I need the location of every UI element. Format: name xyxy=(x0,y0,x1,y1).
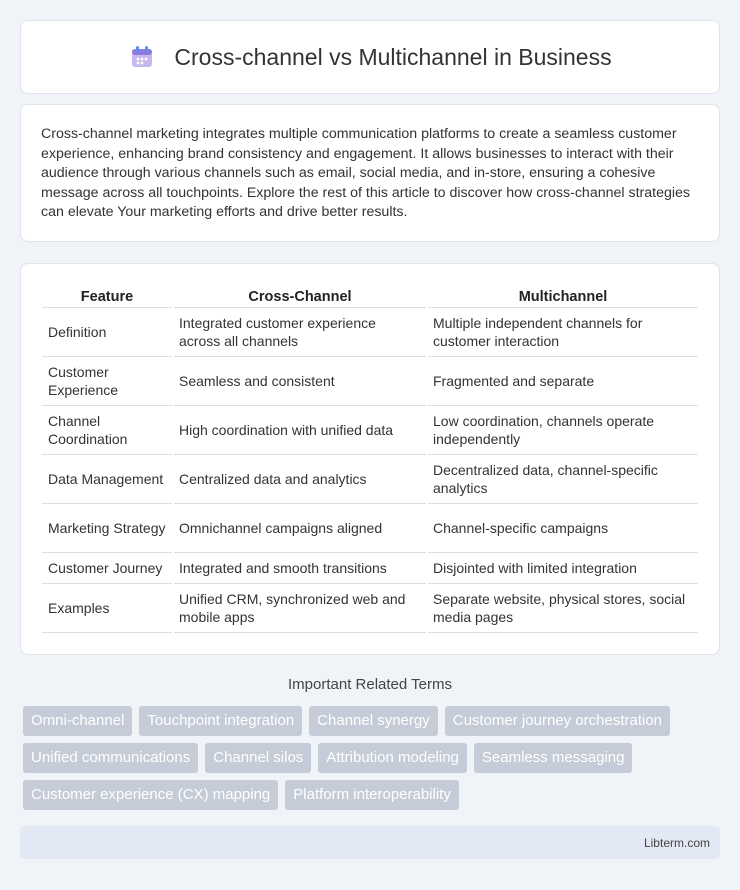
comparison-table xyxy=(42,286,698,633)
table-row xyxy=(42,455,698,504)
cross-channel-cell: Centralized data and analytics xyxy=(173,455,427,504)
related-tag[interactable]: Customer journey orchestration xyxy=(445,706,670,736)
table-row xyxy=(42,308,698,357)
multichannel-cell: Separate website, physical stores, social media pages xyxy=(427,584,698,633)
header-cross-channel: Cross-Channel xyxy=(173,286,427,308)
table-row xyxy=(42,504,698,553)
related-tag[interactable]: Touchpoint integration xyxy=(139,706,302,736)
feature-cell: Definition xyxy=(42,308,173,357)
table-card xyxy=(20,263,720,655)
cross-channel-cell: Integrated customer experience across all channels xyxy=(173,308,427,357)
related-tag[interactable]: Attribution modeling xyxy=(318,743,467,773)
table-row xyxy=(42,357,698,406)
related-tag[interactable]: Platform interoperability xyxy=(285,780,459,810)
related-tag[interactable]: Omni-channel xyxy=(23,706,132,736)
multichannel-cell: Decentralized data, channel-specific analytics xyxy=(427,455,698,504)
related-tag[interactable]: Customer experience (CX) mapping xyxy=(23,780,278,810)
intro-card xyxy=(20,104,720,242)
table-row xyxy=(42,406,698,455)
feature-cell: Customer Experience xyxy=(42,357,173,406)
cross-channel-cell: High coordination with unified data xyxy=(173,406,427,455)
related-tag[interactable]: Unified communications xyxy=(23,743,198,773)
cross-channel-cell: Integrated and smooth transitions xyxy=(173,553,427,584)
table-row xyxy=(42,584,698,633)
table-row xyxy=(42,553,698,584)
related-tags xyxy=(20,706,720,810)
multichannel-cell: Disjointed with limited integration xyxy=(427,553,698,584)
multichannel-cell: Multiple independent channels for customer interaction xyxy=(427,308,698,357)
related-tag[interactable]: Channel synergy xyxy=(309,706,438,736)
calendar-icon xyxy=(128,43,156,71)
feature-cell: Examples xyxy=(42,584,173,633)
feature-cell: Channel Coordination xyxy=(42,406,173,455)
footer xyxy=(20,826,720,859)
header-feature: Feature xyxy=(42,286,173,308)
page-title: Cross-channel vs Multichannel in Business xyxy=(174,43,612,70)
table-header-row xyxy=(42,286,698,308)
cross-channel-cell: Omnichannel campaigns aligned xyxy=(173,504,427,553)
multichannel-cell: Low coordination, channels operate independently xyxy=(427,406,698,455)
header-card xyxy=(20,20,720,94)
cross-channel-cell: Seamless and consistent xyxy=(173,357,427,406)
related-terms-title: Important Related Terms xyxy=(288,676,452,693)
multichannel-cell: Fragmented and separate xyxy=(427,357,698,406)
related-tag[interactable]: Seamless messaging xyxy=(474,743,633,773)
header-multichannel: Multichannel xyxy=(427,286,698,308)
multichannel-cell: Channel-specific campaigns xyxy=(427,504,698,553)
feature-cell: Marketing Strategy xyxy=(42,504,173,553)
intro-paragraph: Cross-channel marketing integrates multiple communication platforms to create a seamless customer experience, enhancing brand consistency and engagement. It allows businesses to interact with their audience through various channels such as email, social media, and in-store, ensuring a cohesive message across all touchpoints. Explore the rest of this article to discover how cross-channel strategies can elevate Your marketing efforts and drive better results. xyxy=(41,126,690,221)
cross-channel-cell: Unified CRM, synchronized web and mobile apps xyxy=(173,584,427,633)
title-wrap xyxy=(128,43,611,71)
footer-site-link[interactable]: Libterm.com xyxy=(643,836,710,850)
feature-cell: Data Management xyxy=(42,455,173,504)
feature-cell: Customer Journey xyxy=(42,553,173,584)
related-tag[interactable]: Channel silos xyxy=(205,743,311,773)
related-terms-section xyxy=(20,676,720,810)
